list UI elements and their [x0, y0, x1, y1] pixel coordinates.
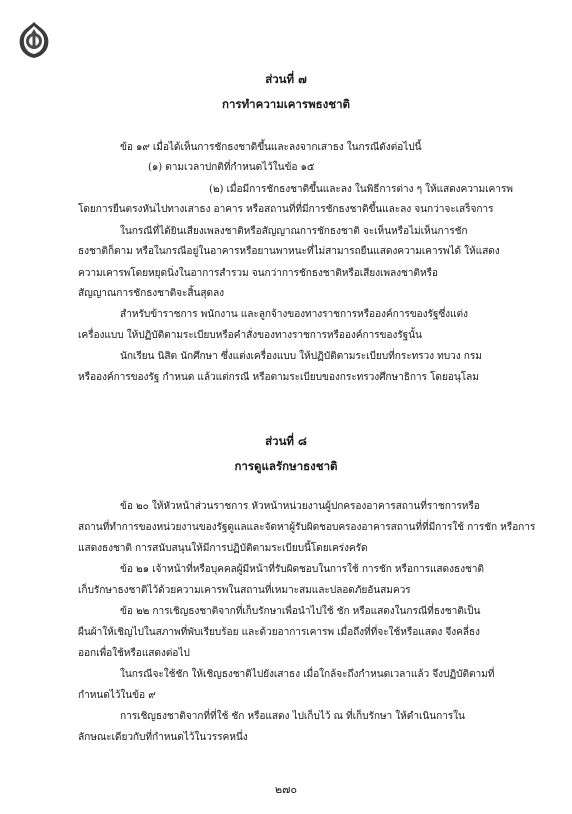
paragraph-line: เก็บรักษาธงชาติไว้ด้วยความเคารพในสถานที่เหมาะสมและปลอดภัยอันสมควร — [78, 585, 411, 596]
paragraph-line: ธงชาติก็ตาม หรือในกรณีอยู่ในอาคารหรือยานพาหนะที่ไม่สามารถยืนแสดงความเคารพได้ ให้แสดง — [78, 246, 500, 257]
section-8-subtitle: การดูแลรักษาธงชาติ — [234, 459, 338, 473]
emblem-logo-icon — [14, 20, 54, 60]
page-number: ๒๗๐ — [274, 783, 298, 796]
paragraph-line: (๒) เมื่อมีการชักธงชาติขึ้นและลง ในพิธีการต่าง ๆ ให้แสดงความเคารพ — [209, 184, 513, 195]
paragraph-line: นักเรียน นิสิต นักศึกษา ซึ่งแต่งเครื่องแบบ ให้ปฏิบัติตามระเบียบที่กระทรวง ทบวง กรม — [120, 351, 482, 362]
paragraph-line: ออกเพื่อใช้หรือแสดงต่อไป — [78, 648, 190, 659]
paragraph-line: โดยการยืนตรงหันไปทางเสาธง อาคาร หรือสถานที่ที่มีการชักธงชาติขึ้นและลง จนกว่าจะเสร็จการ — [78, 204, 494, 215]
paragraph-line: หรือองค์การของรัฐ กำหนด แล้วแต่กรณี หรือตามระเบียบของกระทรวงศึกษาธิการ โดยอนุโลม — [78, 372, 479, 383]
paragraph-line: ข้อ ๒๑ เจ้าหน้าที่หรือบุคคลผู้มีหน้าที่รับผิดชอบในการใช้ การชัก หรือการแสดงธงชาติ — [120, 564, 484, 575]
paragraph-line: ข้อ ๒๐ ให้หัวหน้าส่วนราชการ หัวหน้าหน่วยงานผู้ปกครองอาคารสถานที่ราชการหรือ — [120, 501, 480, 512]
paragraph-line: ข้อ ๑๙ เมื่อได้เห็นการชักธงชาติขึ้นและลงจากเสาธง ในกรณีดังต่อไปนี้ — [120, 142, 422, 153]
paragraph-line: (๑) ตามเวลาปกติที่กำหนดไว้ในข้อ ๑๕ — [148, 162, 315, 173]
paragraph-line: ในกรณีจะใช้ชัก ให้เชิญธงชาติไปยังเสาธง เมื่อใกล้จะถึงกำหนดเวลาแล้ว จึงปฏิบัติตามที่ — [120, 669, 495, 680]
paragraph-line: สำหรับข้าราชการ พนักงาน และลูกจ้างของทางราชการหรือองค์การของรัฐซึ่งแต่ง — [120, 309, 468, 320]
paragraph-line: สัญญาณการชักธงชาติจะสิ้นสุดลง — [78, 288, 225, 299]
paragraph-line: ความเคารพโดยหยุดนิ่งในอาการสำรวม จนกว่าการชักธงชาติหรือเสียงเพลงชาติหรือ — [78, 268, 438, 279]
paragraph-line: เครื่องแบบ ให้ปฏิบัติตามระเบียบหรือคำสั่งของทางราชการหรือองค์การของรัฐนั้น — [78, 330, 422, 341]
paragraph-line: สถานที่ทำการของหน่วยงานของรัฐดูแลและจัดหาผู้รับผิดชอบครองอาคารสถานที่ที่มีการใช้ การชัก หรือการ — [78, 522, 536, 533]
section-7-title: ส่วนที่ ๗ — [265, 72, 307, 86]
paragraph-line: การเชิญธงชาติจากที่ที่ใช้ ชัก หรือแสดง ไปเก็บไว้ ณ ที่เก็บรักษา ให้ดำเนินการใน — [120, 711, 465, 722]
paragraph-line: แสดงธงชาติ การสนับสนุนให้มีการปฏิบัติตามระเบียบนี้โดยเคร่งครัด — [78, 543, 368, 554]
paragraph-line: ข้อ ๒๒ การเชิญธงชาติจากที่เก็บรักษาเพื่อนำไปใช้ ชัก หรือแสดงในกรณีที่ธงชาติเป็น — [120, 606, 481, 617]
paragraph-line: ในกรณีที่ได้ยินเสียงเพลงชาติหรือสัญญาณการชักธงชาติ จะเห็นหรือไม่เห็นการชัก — [120, 226, 468, 237]
paragraph-line: ผืนผ้าให้เชิญไปในสภาพที่พับเรียบร้อย และด้วยอาการเคารพ เมื่อถึงที่ที่จะใช้หรือแสดง จึงคลี่ธง — [78, 627, 480, 638]
section-7-subtitle: การทำความเคารพธงชาติ — [221, 97, 351, 111]
paragraph-line: กำหนดไว้ในข้อ ๙ — [78, 690, 156, 701]
paragraph-line: ลักษณะเดียวกับที่กำหนดไว้ในวรรคหนึ่ง — [78, 732, 248, 743]
section-8-title: ส่วนที่ ๘ — [265, 434, 307, 448]
